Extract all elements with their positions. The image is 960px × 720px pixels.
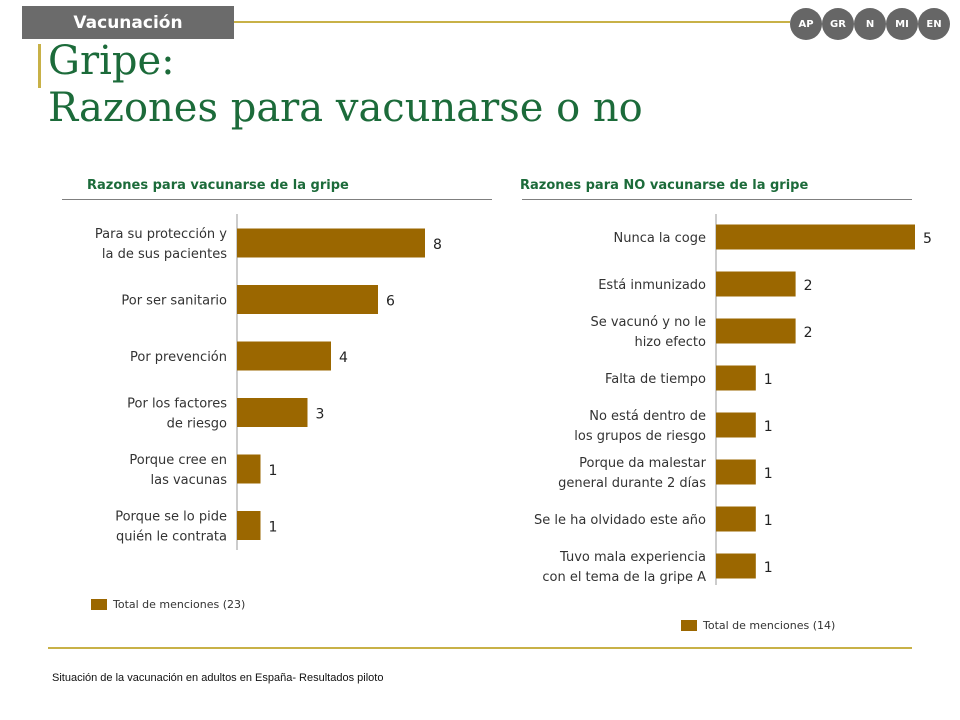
category-label: Se le ha olvidado este año (533, 513, 706, 528)
nav-button-gr[interactable]: GR (822, 8, 854, 40)
page-title-line1: Gripe: (48, 38, 175, 84)
bar (237, 285, 378, 314)
bar (716, 272, 796, 297)
right-legend (681, 619, 835, 632)
category-label: Porque cree en (129, 453, 227, 468)
category-label: Está inmunizado (598, 278, 706, 293)
bar (237, 229, 425, 258)
data-label: 1 (763, 560, 773, 576)
footer-divider (48, 647, 912, 649)
nav-button-mi[interactable]: MI (886, 8, 918, 40)
bar (716, 366, 756, 391)
data-label: 1 (763, 466, 773, 482)
data-label: 1 (763, 513, 773, 529)
data-label: 2 (803, 325, 813, 341)
left-legend-label: Total de menciones (23) (113, 598, 246, 611)
footer-note: Situación de la vacunación en adultos en España- Resultados piloto (52, 672, 384, 684)
category-label: los grupos de riesgo (574, 429, 706, 444)
data-label: 4 (339, 350, 348, 366)
bar (716, 319, 796, 344)
bar (716, 460, 756, 485)
data-label: 1 (268, 463, 278, 479)
chart-reasons-yes (95, 214, 442, 550)
category-label: quién le contrata (115, 529, 227, 545)
category-label: las vacunas (150, 473, 227, 488)
bar (237, 511, 261, 540)
right-chart-title: Razones para NO vacunarse de la gripe (520, 178, 809, 193)
bar (237, 455, 261, 484)
category-label: Por los factores (127, 396, 227, 412)
data-label: 6 (386, 293, 395, 310)
category-label: Tuvo mala experiencia (560, 550, 706, 565)
category-label: Porque da malestar (579, 456, 706, 471)
category-label: Porque se lo pide (115, 509, 227, 525)
data-label: 1 (763, 419, 773, 435)
section-label: Vacunación (73, 12, 183, 33)
left-legend-swatch (91, 599, 107, 610)
category-label: de riesgo (166, 416, 227, 432)
category-label: la de sus pacientes (101, 247, 227, 262)
category-label: No está dentro de (589, 409, 706, 424)
data-label: 5 (923, 231, 932, 247)
category-label: Para su protección y (94, 227, 227, 242)
category-label: Se vacunó y no le (590, 315, 706, 330)
data-label: 1 (268, 519, 278, 536)
bar (237, 398, 308, 427)
left-chart-title: Razones para vacunarse de la gripe (87, 178, 349, 193)
bar (716, 554, 756, 579)
category-label: hizo efecto (634, 335, 706, 350)
category-label: Por prevención (130, 350, 227, 365)
left-legend (91, 598, 245, 611)
category-label: general durante 2 días (558, 476, 706, 491)
data-label: 8 (433, 237, 442, 253)
category-label: con el tema de la gripe A (542, 570, 706, 585)
nav-button-ap[interactable]: AP (790, 8, 822, 40)
data-label: 2 (803, 278, 813, 294)
right-legend-label: Total de menciones (14) (703, 619, 836, 632)
category-label: Nunca la coge (613, 231, 706, 246)
chart-reasons-no (534, 214, 932, 585)
data-label: 3 (315, 406, 325, 423)
category-label: Falta de tiempo (604, 372, 706, 387)
bar (716, 507, 756, 532)
bar (716, 413, 756, 438)
nav-button-n[interactable]: N (854, 8, 886, 40)
nav-button-en[interactable]: EN (918, 8, 950, 40)
bar (237, 342, 331, 371)
bar (716, 225, 915, 250)
right-legend-swatch (681, 620, 697, 631)
data-label: 1 (763, 372, 773, 388)
page-title-line2: Razones para vacunarse o no (48, 85, 643, 131)
category-label: Por ser sanitario (121, 293, 227, 309)
